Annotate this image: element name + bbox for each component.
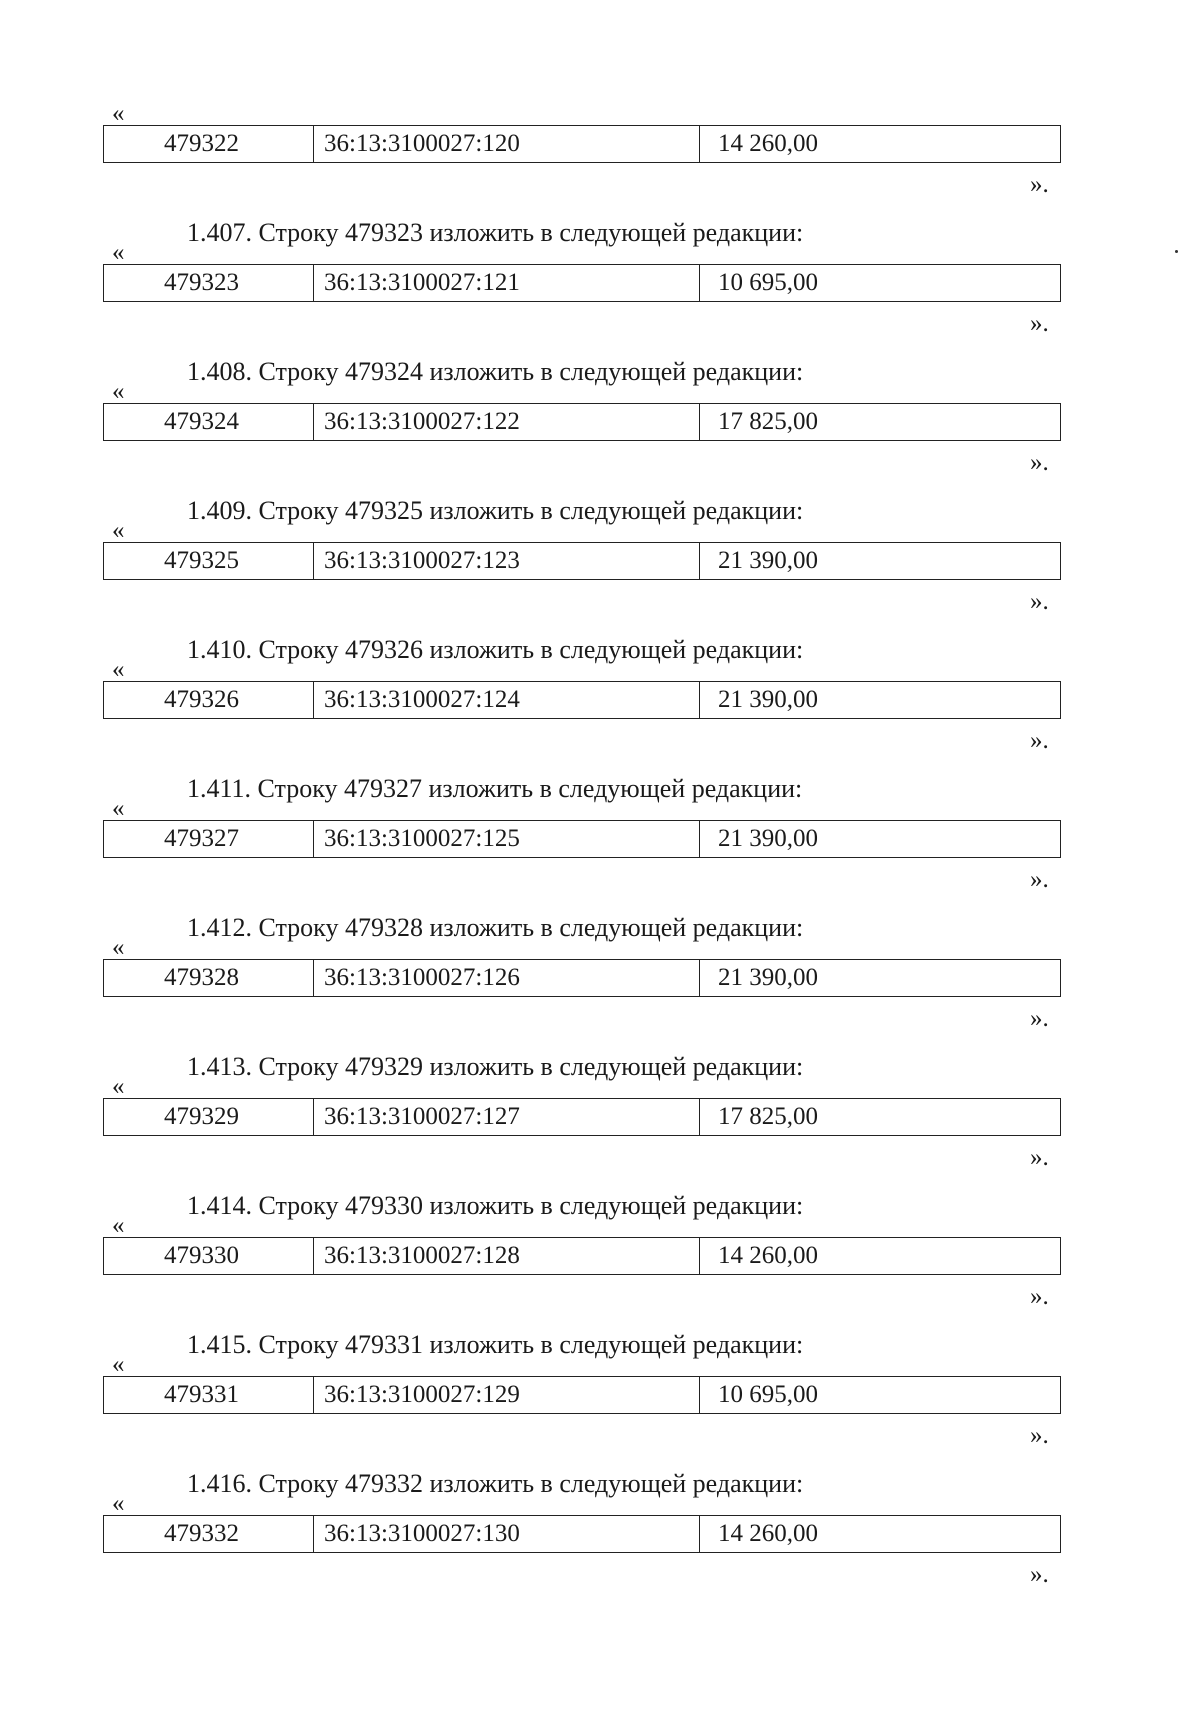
row-number-cell: 479325 bbox=[104, 543, 314, 579]
open-quote: « bbox=[112, 1351, 125, 1378]
open-quote: « bbox=[112, 239, 125, 266]
open-quote: « bbox=[112, 378, 125, 405]
open-quote: « bbox=[112, 100, 125, 127]
value-cell: 21 390,00 bbox=[718, 686, 818, 713]
close-quote: ». bbox=[1030, 727, 1049, 754]
table-row bbox=[103, 959, 1061, 997]
table-row bbox=[103, 681, 1061, 719]
value-cell: 14 260,00 bbox=[718, 130, 818, 157]
value-cell: 21 390,00 bbox=[718, 547, 818, 574]
row-number-cell: 479322 bbox=[104, 126, 314, 162]
cadastral-number-cell: 36:13:3100027:120 bbox=[314, 126, 700, 162]
cadastral-number-cell: 36:13:3100027:128 bbox=[314, 1238, 700, 1274]
open-quote: « bbox=[112, 656, 125, 683]
close-quote: ». bbox=[1030, 866, 1049, 893]
table-row bbox=[103, 1098, 1061, 1136]
table-row bbox=[103, 820, 1061, 858]
close-quote: ». bbox=[1030, 1422, 1049, 1449]
row-number-cell: 479323 bbox=[104, 265, 314, 301]
row-number-cell: 479326 bbox=[104, 682, 314, 718]
open-quote: « bbox=[112, 1073, 125, 1100]
close-quote: ». bbox=[1030, 1144, 1049, 1171]
value-cell: 17 825,00 bbox=[718, 1103, 818, 1130]
cadastral-number-cell: 36:13:3100027:130 bbox=[314, 1516, 700, 1552]
table-row bbox=[103, 264, 1061, 302]
open-quote: « bbox=[112, 934, 125, 961]
close-quote: ». bbox=[1030, 1283, 1049, 1310]
table-row bbox=[103, 125, 1061, 163]
table-row bbox=[103, 1376, 1061, 1414]
open-quote: « bbox=[112, 517, 125, 544]
amendment-block bbox=[0, 1469, 1200, 1654]
value-cell: 14 260,00 bbox=[718, 1242, 818, 1269]
cadastral-number-cell: 36:13:3100027:127 bbox=[314, 1099, 700, 1135]
cadastral-number-cell: 36:13:3100027:124 bbox=[314, 682, 700, 718]
amendment-heading: 1.416. Строку 479332 изложить в следующей редакции: bbox=[187, 1469, 804, 1498]
cadastral-number-cell: 36:13:3100027:125 bbox=[314, 821, 700, 857]
open-quote: « bbox=[112, 795, 125, 822]
close-quote: ». bbox=[1030, 171, 1049, 198]
cadastral-number-cell: 36:13:3100027:121 bbox=[314, 265, 700, 301]
row-number-cell: 479332 bbox=[104, 1516, 314, 1552]
table-row bbox=[103, 1237, 1061, 1275]
table-row bbox=[103, 1515, 1061, 1553]
close-quote: ». bbox=[1030, 1561, 1049, 1588]
amendment-heading: 1.415. Строку 479331 изложить в следующей редакции: bbox=[187, 1330, 804, 1359]
amendment-heading: 1.414. Строку 479330 изложить в следующей редакции: bbox=[187, 1191, 804, 1220]
close-quote: ». bbox=[1030, 310, 1049, 337]
amendment-heading: 1.411. Строку 479327 изложить в следующей редакции: bbox=[187, 774, 803, 803]
value-cell: 10 695,00 bbox=[718, 269, 818, 296]
close-quote: ». bbox=[1030, 449, 1049, 476]
amendment-heading: 1.409. Строку 479325 изложить в следующей редакции: bbox=[187, 496, 804, 525]
table-row bbox=[103, 403, 1061, 441]
row-number-cell: 479330 bbox=[104, 1238, 314, 1274]
amendment-heading: 1.412. Строку 479328 изложить в следующей редакции: bbox=[187, 913, 804, 942]
value-cell: 21 390,00 bbox=[718, 825, 818, 852]
open-quote: « bbox=[112, 1212, 125, 1239]
row-number-cell: 479329 bbox=[104, 1099, 314, 1135]
row-number-cell: 479328 bbox=[104, 960, 314, 996]
cadastral-number-cell: 36:13:3100027:123 bbox=[314, 543, 700, 579]
row-number-cell: 479324 bbox=[104, 404, 314, 440]
open-quote: « bbox=[112, 1490, 125, 1517]
amendment-heading: 1.408. Строку 479324 изложить в следующей редакции: bbox=[187, 357, 804, 386]
cadastral-number-cell: 36:13:3100027:129 bbox=[314, 1377, 700, 1413]
value-cell: 21 390,00 bbox=[718, 964, 818, 991]
cadastral-number-cell: 36:13:3100027:122 bbox=[314, 404, 700, 440]
amendment-heading: 1.407. Строку 479323 изложить в следующей редакции: bbox=[187, 218, 804, 247]
row-number-cell: 479327 bbox=[104, 821, 314, 857]
close-quote: ». bbox=[1030, 1005, 1049, 1032]
amendment-heading: 1.410. Строку 479326 изложить в следующей редакции: bbox=[187, 635, 804, 664]
value-cell: 14 260,00 bbox=[718, 1520, 818, 1547]
amendment-heading: 1.413. Строку 479329 изложить в следующей редакции: bbox=[187, 1052, 804, 1081]
value-cell: 10 695,00 bbox=[718, 1381, 818, 1408]
close-quote: ». bbox=[1030, 588, 1049, 615]
table-row bbox=[103, 542, 1061, 580]
cadastral-number-cell: 36:13:3100027:126 bbox=[314, 960, 700, 996]
row-number-cell: 479331 bbox=[104, 1377, 314, 1413]
value-cell: 17 825,00 bbox=[718, 408, 818, 435]
